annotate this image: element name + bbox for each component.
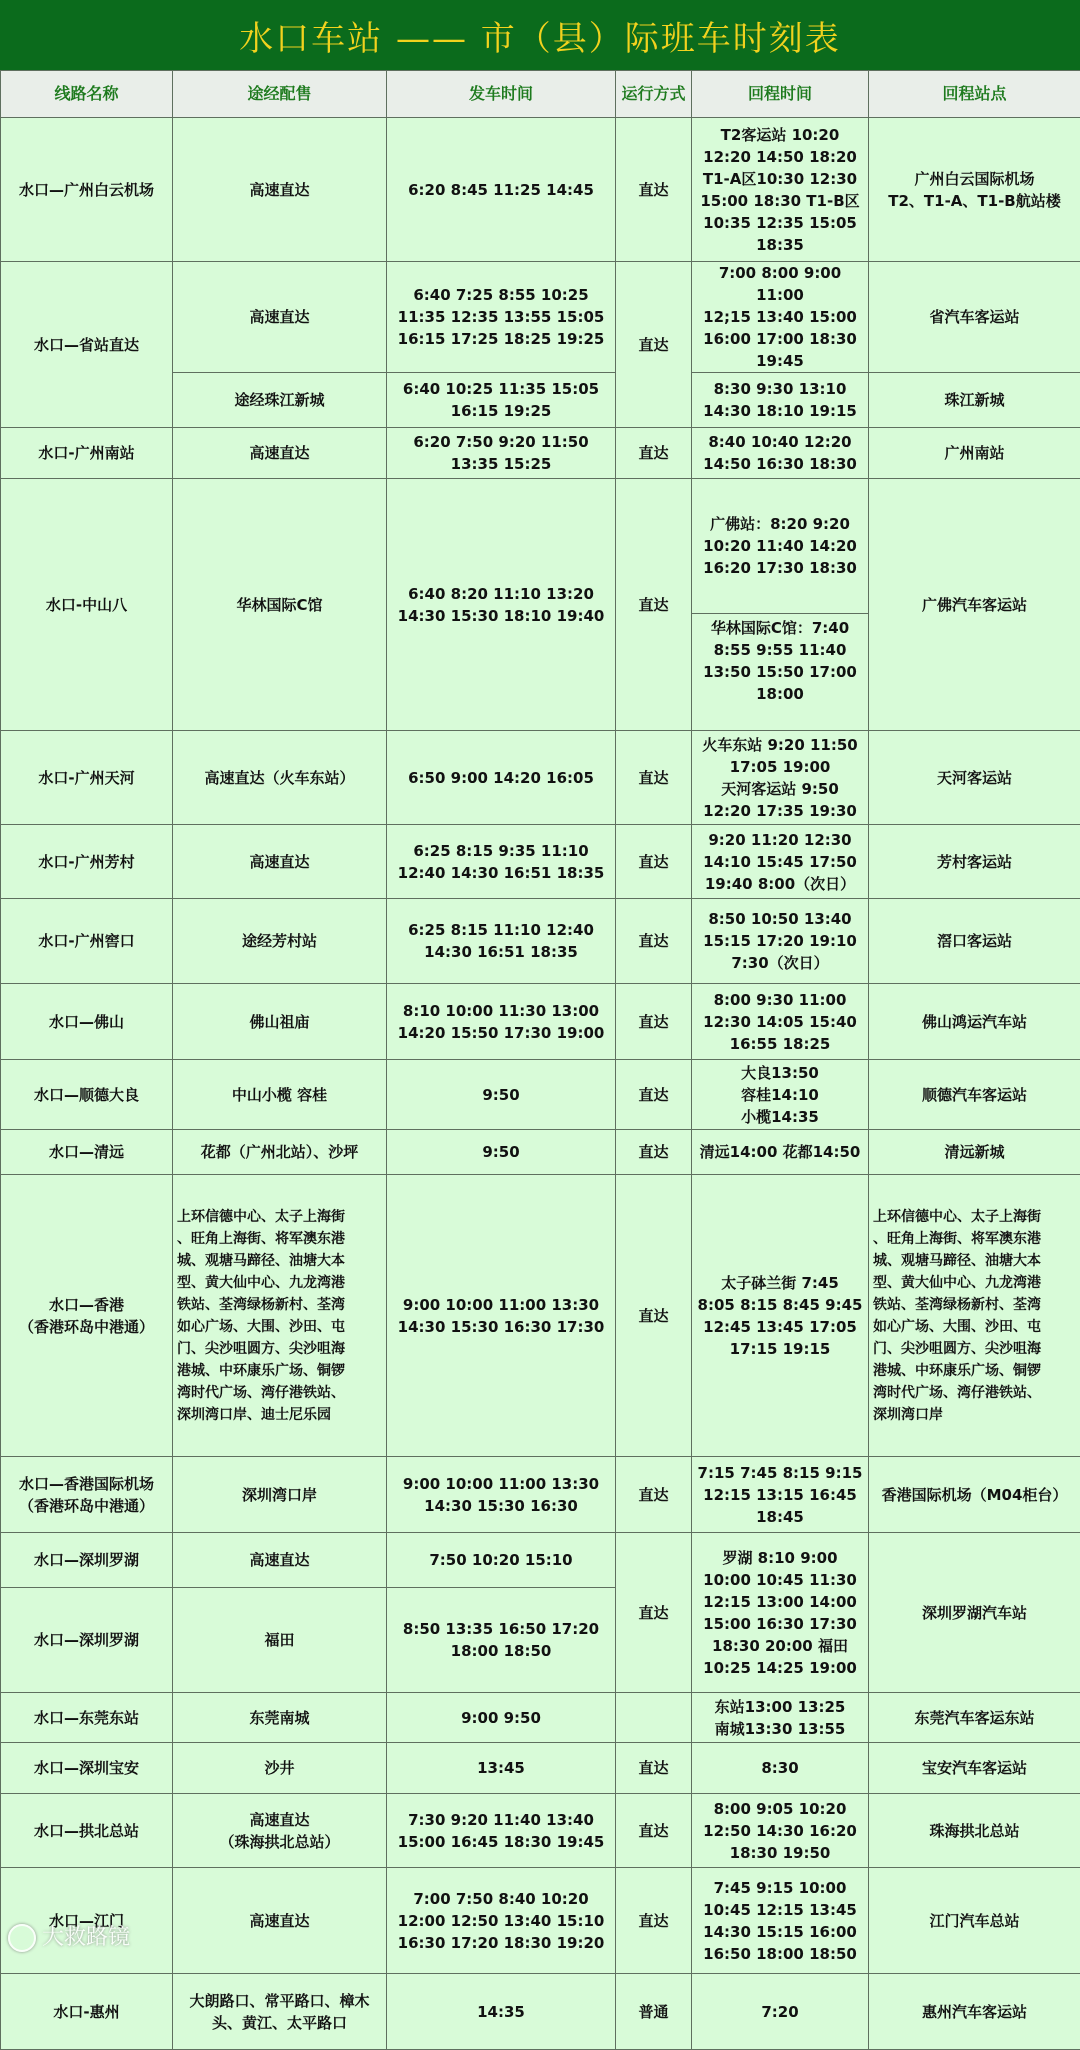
table-row — [1, 428, 1080, 479]
run-mode: 直达 — [616, 1868, 692, 1974]
page-title: 水口车站 —— 市（县）际班车时刻表 — [0, 0, 1080, 70]
table-row — [1, 1533, 1080, 1588]
via-cell: 中山小榄 容桂 — [173, 1060, 387, 1130]
return-times: 8:00 9:30 11:00 12:30 14:05 15:40 16:55 18:25 — [692, 984, 869, 1060]
depart-times: 6:25 8:15 11:10 12:40 14:30 16:51 18:35 — [387, 899, 616, 984]
return-station: 深圳罗湖汽车站 — [869, 1533, 1080, 1693]
table-row — [1, 984, 1080, 1060]
via-cell: 大朗路口、常平路口、樟木 头、黄江、太平路口 — [173, 1974, 387, 2050]
watermark — [8, 1920, 130, 1952]
return-times: 8:30 — [692, 1743, 869, 1794]
return-station: 宝安汽车客运站 — [869, 1743, 1080, 1794]
via-cell: 花都（广州北站）、沙坪 — [173, 1130, 387, 1175]
return-station: 省汽车客运站 — [869, 262, 1080, 373]
depart-times: 8:50 13:35 16:50 17:20 18:00 18:50 — [387, 1588, 616, 1693]
return-times: 东站13:00 13:25 南城13:30 13:55 — [692, 1693, 869, 1743]
watermark-logo-icon — [8, 1924, 36, 1952]
run-mode: 直达 — [616, 1175, 692, 1457]
via-cell: 途经芳村站 — [173, 899, 387, 984]
via-cell: 沙井 — [173, 1743, 387, 1794]
return-station: 芳村客运站 — [869, 825, 1080, 899]
run-mode: 直达 — [616, 731, 692, 825]
table-row — [1, 1693, 1080, 1743]
run-mode: 直达 — [616, 428, 692, 479]
via-cell: 高速直达 （珠海拱北总站） — [173, 1794, 387, 1868]
return-times: 7:20 — [692, 1974, 869, 2050]
via-cell: 东莞南城 — [173, 1693, 387, 1743]
run-mode: 直达 — [616, 1743, 692, 1794]
via-cell: 上环信德中心、太子上海街 、旺角上海街、将军澳东港 城、观塘马蹄径、油塘大本 型、黄大仙中心、九龙湾港 铁站、荃湾绿杨新村、荃湾 如心广场、大围、沙田、屯 门、尖沙咀圆方、尖沙咀海 港城、中环康乐广场、铜锣 湾时代广场、湾仔港铁站、 深圳湾口岸、迪士尼乐园 — [173, 1175, 387, 1457]
header-mode: 运行方式 — [616, 71, 692, 118]
header-depart: 发车时间 — [387, 71, 616, 118]
run-mode: 直达 — [616, 984, 692, 1060]
route-name: 水口—佛山 — [1, 984, 173, 1060]
route-name: 水口-广州芳村 — [1, 825, 173, 899]
table-row — [1, 1868, 1080, 1974]
return-station: 顺德汽车客运站 — [869, 1060, 1080, 1130]
return-times: 罗湖 8:10 9:00 10:00 10:45 11:30 12:15 13:00 14:00 15:00 16:30 17:30 18:30 20:00 福田 10:25 14:25 19:00 — [692, 1533, 869, 1693]
return-station: 东莞汽车客运东站 — [869, 1693, 1080, 1743]
depart-times: 7:30 9:20 11:40 13:40 15:00 16:45 18:30 19:45 — [387, 1794, 616, 1868]
run-mode: 直达 — [616, 118, 692, 262]
depart-times: 7:50 10:20 15:10 — [387, 1533, 616, 1588]
return-times: 清远14:00 花都14:50 — [692, 1130, 869, 1175]
table-row — [1, 899, 1080, 984]
return-times: 火车东站 9:20 11:50 17:05 19:00 天河客运站 9:50 12:20 17:35 19:30 — [692, 731, 869, 825]
return-times: 太子砵兰街 7:45 8:05 8:15 8:45 9:45 12:45 13:45 17:05 17:15 19:15 — [692, 1175, 869, 1457]
via-cell: 途经珠江新城 — [173, 373, 387, 428]
return-times: 7:00 8:00 9:00 11:00 12;15 13:40 15:00 16:00 17:00 18:30 19:45 — [692, 262, 869, 373]
return-times: 7:15 7:45 8:15 9:15 12:15 13:15 16:45 18:45 — [692, 1457, 869, 1533]
route-name: 水口—香港国际机场 （香港环岛中港通） — [1, 1457, 173, 1533]
return-station: 香港国际机场（M04柜台） — [869, 1457, 1080, 1533]
depart-times: 9:00 10:00 11:00 13:30 14:30 15:30 16:30 17:30 — [387, 1175, 616, 1457]
via-cell: 佛山祖庙 — [173, 984, 387, 1060]
table-row — [1, 825, 1080, 899]
depart-times: 6:50 9:00 14:20 16:05 — [387, 731, 616, 825]
return-times: 8:40 10:40 12:20 14:50 16:30 18:30 — [692, 428, 869, 479]
table-row — [1, 731, 1080, 825]
via-cell: 高速直达 — [173, 262, 387, 373]
via-cell: 高速直达 — [173, 1868, 387, 1974]
table-row — [1, 1457, 1080, 1533]
route-name: 水口—深圳宝安 — [1, 1743, 173, 1794]
depart-times: 8:10 10:00 11:30 13:00 14:20 15:50 17:30 19:00 — [387, 984, 616, 1060]
via-cell: 高速直达 — [173, 118, 387, 262]
run-mode: 直达 — [616, 1794, 692, 1868]
return-times-hualin: 华林国际C馆：7:40 8:55 9:55 11:40 13:50 15:50 17:00 18:00 — [692, 613, 868, 708]
table-row — [1, 1130, 1080, 1175]
route-name: 水口-广州窖口 — [1, 899, 173, 984]
depart-times: 6:40 7:25 8:55 10:25 11:35 12:35 13:55 15:05 16:15 17:25 18:25 19:25 — [387, 262, 616, 373]
run-mode — [616, 1693, 692, 1743]
run-mode: 普通 — [616, 1974, 692, 2050]
depart-times: 6:25 8:15 9:35 11:10 12:40 14:30 16:51 18:35 — [387, 825, 616, 899]
schedule-table — [0, 70, 1080, 2050]
header-row — [1, 71, 1080, 118]
table-row — [1, 262, 1080, 373]
return-station: 珠海拱北总站 — [869, 1794, 1080, 1868]
return-station: 佛山鸿运汽车站 — [869, 984, 1080, 1060]
via-cell: 高速直达（火车东站） — [173, 731, 387, 825]
header-return-station: 回程站点 — [869, 71, 1080, 118]
return-station: 广佛汽车客运站 — [869, 479, 1080, 731]
route-name: 水口—省站直达 — [1, 262, 173, 428]
return-station: 惠州汽车客运站 — [869, 1974, 1080, 2050]
depart-times: 6:40 8:20 11:10 13:20 14:30 15:30 18:10 19:40 — [387, 479, 616, 731]
header-return-time: 回程时间 — [692, 71, 869, 118]
route-name: 水口—拱北总站 — [1, 1794, 173, 1868]
return-times: 7:45 9:15 10:00 10:45 12:15 13:45 14:30 15:15 16:00 16:50 18:00 18:50 — [692, 1868, 869, 1974]
depart-times: 9:00 10:00 11:00 13:30 14:30 15:30 16:30 — [387, 1457, 616, 1533]
run-mode: 直达 — [616, 1457, 692, 1533]
return-times: 8:30 9:30 13:10 14:30 18:10 19:15 — [692, 373, 869, 428]
return-times: 8:00 9:05 10:20 12:50 14:30 16:20 18:30 19:50 — [692, 1794, 869, 1868]
watermark-text: 大救路镜 — [42, 1925, 130, 1950]
header-via: 途经配售 — [173, 71, 387, 118]
route-name: 水口—广州白云机场 — [1, 118, 173, 262]
header-route: 线路名称 — [1, 71, 173, 118]
route-name: 水口-中山八 — [1, 479, 173, 731]
depart-times: 6:40 10:25 11:35 15:05 16:15 19:25 — [387, 373, 616, 428]
via-cell: 华林国际C馆 — [173, 479, 387, 731]
return-station: 珠江新城 — [869, 373, 1080, 428]
return-station: 上环信德中心、太子上海街 、旺角上海街、将军澳东港 城、观塘马蹄径、油塘大本 型、黄大仙中心、九龙湾港 铁站、荃湾绿杨新村、荃湾 如心广场、大围、沙田、屯 门、尖沙咀圆方、尖沙咀海 港城、中环康乐广场、铜锣 湾时代广场、湾仔港铁站、 深圳湾口岸 — [869, 1175, 1080, 1457]
route-name: 水口-广州天河 — [1, 731, 173, 825]
return-station: 清远新城 — [869, 1130, 1080, 1175]
run-mode: 直达 — [616, 262, 692, 428]
run-mode: 直达 — [616, 479, 692, 731]
return-station: 广州南站 — [869, 428, 1080, 479]
route-name: 水口—深圳罗湖 — [1, 1533, 173, 1588]
return-times-split — [692, 479, 869, 731]
via-cell: 高速直达 — [173, 825, 387, 899]
table-row — [1, 479, 1080, 731]
return-station: 广州白云国际机场 T2、T1-A、T1-B航站楼 — [869, 118, 1080, 262]
depart-times: 14:35 — [387, 1974, 616, 2050]
depart-times: 9:50 — [387, 1130, 616, 1175]
depart-times: 6:20 8:45 11:25 14:45 — [387, 118, 616, 262]
route-name: 水口-广州南站 — [1, 428, 173, 479]
via-cell: 高速直达 — [173, 1533, 387, 1588]
route-name: 水口—清远 — [1, 1130, 173, 1175]
depart-times: 6:20 7:50 9:20 11:50 13:35 15:25 — [387, 428, 616, 479]
return-station: 滘口客运站 — [869, 899, 1080, 984]
depart-times: 9:50 — [387, 1060, 616, 1130]
route-name: 水口-惠州 — [1, 1974, 173, 2050]
return-times: 9:20 11:20 12:30 14:10 15:45 17:50 19:40 8:00（次日） — [692, 825, 869, 899]
return-station: 天河客运站 — [869, 731, 1080, 825]
run-mode: 直达 — [616, 1533, 692, 1693]
via-cell: 福田 — [173, 1588, 387, 1693]
return-times: T2客运站 10:20 12:20 14:50 18:20 T1-A区10:30 12:30 15:00 18:30 T1-B区 10:35 12:35 15:05 18:35 — [692, 118, 869, 262]
table-row — [1, 1743, 1080, 1794]
route-name: 水口—顺德大良 — [1, 1060, 173, 1130]
via-cell: 高速直达 — [173, 428, 387, 479]
run-mode: 直达 — [616, 1130, 692, 1175]
depart-times: 9:00 9:50 — [387, 1693, 616, 1743]
via-cell: 深圳湾口岸 — [173, 1457, 387, 1533]
depart-times: 7:00 7:50 8:40 10:20 12:00 12:50 13:40 15:10 16:30 17:20 18:30 19:20 — [387, 1868, 616, 1974]
table-row — [1, 1175, 1080, 1457]
table-row — [1, 1794, 1080, 1868]
run-mode: 直达 — [616, 899, 692, 984]
return-times-guangfo: 广佛站：8:20 9:20 10:20 11:40 14:20 16:20 17:30 18:30 — [692, 501, 868, 591]
table-row — [1, 1060, 1080, 1130]
route-name: 水口—深圳罗湖 — [1, 1588, 173, 1693]
route-name: 水口—香港 （香港环岛中港通） — [1, 1175, 173, 1457]
route-name: 水口—江门 — [1, 1868, 173, 1974]
table-row — [1, 1974, 1080, 2050]
return-times: 大良13:50 容桂14:10 小榄14:35 — [692, 1060, 869, 1130]
table-row — [1, 118, 1080, 262]
run-mode: 直达 — [616, 1060, 692, 1130]
return-times: 8:50 10:50 13:40 15:15 17:20 19:10 7:30（次日） — [692, 899, 869, 984]
run-mode: 直达 — [616, 825, 692, 899]
route-name: 水口—东莞东站 — [1, 1693, 173, 1743]
depart-times: 13:45 — [387, 1743, 616, 1794]
return-station: 江门汽车总站 — [869, 1868, 1080, 1974]
